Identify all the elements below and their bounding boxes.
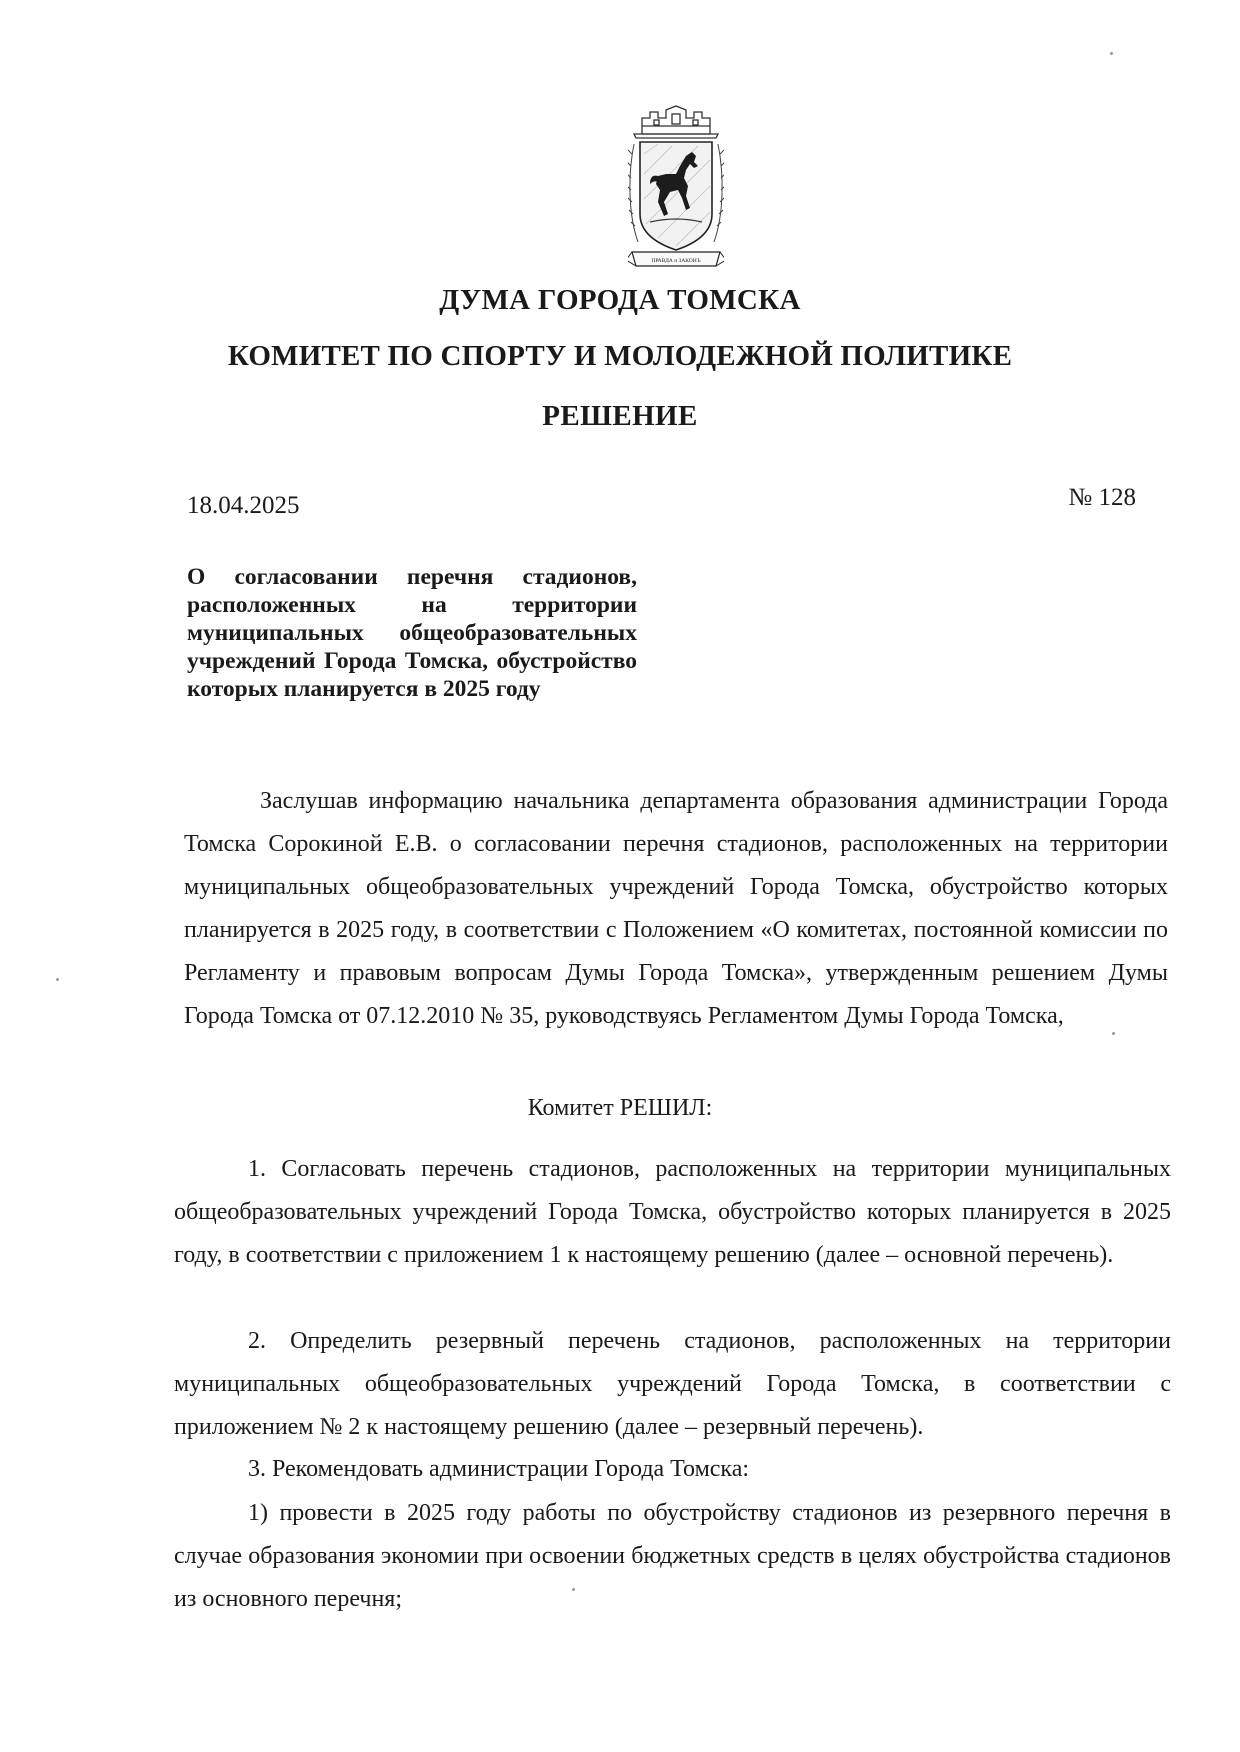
scan-speck xyxy=(1112,1032,1115,1035)
tomsk-coat-of-arms-icon xyxy=(628,104,724,274)
resolution-item: 1. Согласовать перечень стадионов, расположенных на территории муниципальных общеобразовательных учреждений Города Томска, обустройство которых планируется в 2025 году, в соответствии с приложением 1 к настоящему решению (далее – основной перечень). xyxy=(174,1156,1171,1268)
resolution-item: 3. Рекомендовать администрации Города Томска: xyxy=(248,1456,750,1482)
intro-paragraph: Заслушав информацию начальника департамента образования администрации Города Томска Сорокиной Е.В. о согласовании перечня стадионов, расположенных на территории муниципальных общеобразовательных учреждений Города Томска, обустройство которых планируется в 2025 году, в соответствии с Положением «О комитетах, постоянной комиссии по Регламенту и правовым вопросам Думы Города Томска», утвержденным решением Думы Города Томска от 07.12.2010 № 35, руководствуясь Регламентом Думы Города Томска, xyxy=(184,788,1168,1029)
document-number: № 128 xyxy=(1068,484,1136,511)
committee-title: КОМИТЕТ ПО СПОРТУ И МОЛОДЕЖНОЙ ПОЛИТИКЕ xyxy=(227,340,1013,372)
resolution-item: 2. Определить резервный перечень стадионов, расположенных на территории муниципальных общеобразовательных учреждений Города Томска, в соответствии с приложением № 2 к настоящему решению (далее – резервный перечень). xyxy=(174,1328,1171,1440)
document-date: 18.04.2025 xyxy=(187,492,300,519)
scan-speck xyxy=(1110,52,1113,55)
emblem-ribbon-text: ПРАВДА и ЗАКОНЪ xyxy=(651,258,701,264)
scan-speck xyxy=(56,978,59,981)
resolution-subitem: 1) провести в 2025 году работы по обустройству стадионов из резервного перечня в случае образования экономии при освоении бюджетных средств в целях обустройства стадионов из основного перечня; xyxy=(174,1500,1171,1612)
scan-speck xyxy=(572,1588,575,1591)
org-title: ДУМА ГОРОДА ТОМСКА xyxy=(439,284,801,316)
resolved-label: Комитет РЕШИЛ: xyxy=(527,1095,713,1121)
document-type: РЕШЕНИЕ xyxy=(542,400,698,432)
document-subject: О согласовании перечня стадионов, расположенных на территории муниципальных общеобразовательных учреждений Города Томска, обустройство которых планируется в 2025 году xyxy=(187,564,637,702)
